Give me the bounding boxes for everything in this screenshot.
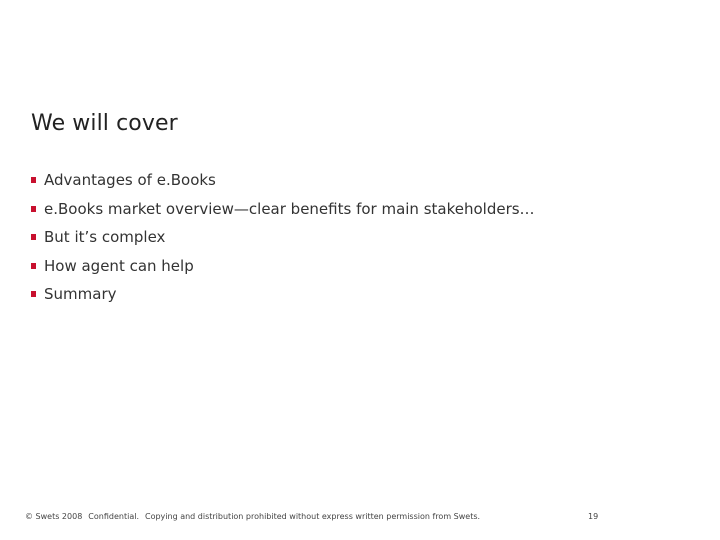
square-bullet-icon bbox=[31, 263, 36, 269]
square-bullet-icon bbox=[31, 206, 36, 212]
bullet-list bbox=[31, 170, 535, 313]
square-bullet-icon bbox=[31, 177, 36, 183]
page-number: 19 bbox=[588, 512, 599, 521]
bullet-text: e.Books market overview—clear benefits for main stakeholders… bbox=[44, 199, 535, 218]
bullet-item bbox=[31, 284, 535, 313]
footer-notice bbox=[25, 512, 486, 521]
slide-title: We will cover bbox=[31, 111, 178, 136]
bullet-text: Summary bbox=[44, 285, 117, 304]
square-bullet-icon bbox=[31, 234, 36, 240]
bullet-item bbox=[31, 199, 535, 228]
footer-distribution-notice: Copying and distribution prohibited without express written permission from Swets. bbox=[144, 512, 481, 521]
bullet-item bbox=[31, 256, 535, 285]
bullet-item bbox=[31, 227, 535, 256]
bullet-text: How agent can help bbox=[44, 256, 194, 275]
bullet-text: Advantages of e.Books bbox=[44, 171, 216, 189]
bullet-item bbox=[31, 170, 535, 199]
square-bullet-icon bbox=[31, 291, 36, 297]
footer-copyright: © Swets 2008 bbox=[25, 512, 83, 521]
bullet-text: But it’s complex bbox=[44, 228, 166, 247]
footer-confidential: Confidential. bbox=[88, 512, 139, 521]
